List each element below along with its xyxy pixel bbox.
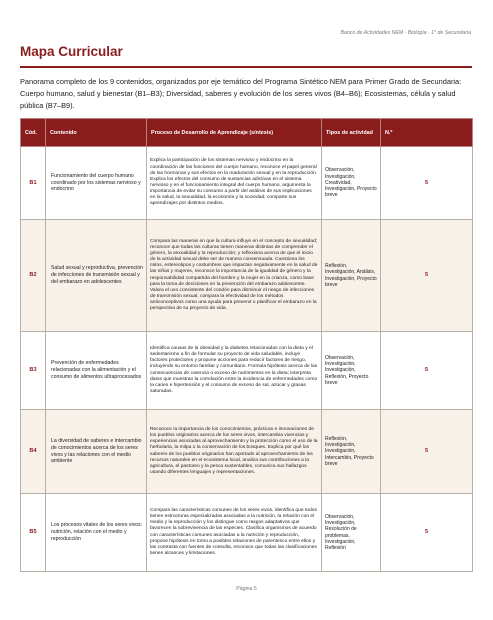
row-content: Funcionamiento del cuerpo humano coordinado por los sistemas nervioso y endocrino [46, 147, 147, 220]
table-row [21, 410, 473, 494]
title-divider [20, 66, 472, 68]
table-row [21, 220, 473, 332]
row-count: 5 [381, 410, 473, 494]
row-process: Identifica causas de la obesidad y la diabetes relacionadas con la dieta y el sedentarismo a fin de formular su proyecto de vida saludable, incluye factores protectores y propone acciones para reducir factores de riesgo, incluyendo su entorno familiar y comunitario. Formula hipótesis acerca de las consecuencias de carencia o exceso de nutrimentos en la dieta; interpreta datos que muestran la correlación entre la incidencia de enfermedades como la caries e hipertensión y el consumo de exceso de sal, azúcar y grasas saturadas. [147, 332, 322, 410]
row-count: 5 [381, 220, 473, 332]
header-content: Contenido [46, 119, 147, 147]
row-activity-types: Reflexión, Investigación, Investigación, Intercambio, Proyecto breve [322, 410, 381, 494]
header-types: Tipos de actividad [322, 119, 381, 147]
header-count: N.º [381, 119, 473, 147]
row-content: Prevención de enfermedades relacionadas con la alimentación y el consumo de alimentos ultraprocesados [46, 332, 147, 410]
row-content: Salud sexual y reproductiva, prevención de infecciones de transmisión sexual y del embarazo en adolescentes [46, 220, 147, 332]
row-count: 5 [381, 332, 473, 410]
row-process: Compara las características comunes de los seres vivos, identifica que todos tienen estructuras especializadas asociadas a la nutrición, la relación con el medio y la reproducción y los distingue como rasgos adaptativos que favorecen la sobrevivencia de las especies. Clasifica organismos de acuerdo con características comunes asociadas a la nutrición y reproducción, propone hipótesis en torno a posibles relaciones de parentesco entre ellos y las contrasta con fuentes de consulta, reconoce que todas las clasificaciones tienen alcances y limitaciones. [147, 494, 322, 572]
table-header-row [21, 119, 473, 147]
row-code: B3 [21, 332, 46, 410]
row-activity-types: Observación, Investigación, Creatividad, Investigación, Proyecto breve [322, 147, 381, 220]
row-content: Los procesos vitales de los seres vivos: nutrición, relación con el medio y reproducción [46, 494, 147, 572]
row-process: Compara las maneras en que la cultura influye en el concepto de sexualidad; reconoce que todas las culturas tienen maneras distintas de comprender el género, la sexualidad y la reproducción; y reflexiona acerca de que el inicio de la actividad sexual debe ser de manera consensuada. Cuestiona los mitos, estereotipos y costumbres que impactan negativamente en la salud de las niñas y mujeres, reconoce la importancia de la igualdad de género y la responsabilidad compartida del hombre y la mujer en la crianza, como base para la toma de decisiones en la prevención del embarazo adolescente. Valora el uso consistente del condón para disminuir el riesgo de infecciones de transmisión sexual, compara la efectividad de los métodos anticonceptivos como una ayuda para prevenir o planificar el embarazo en la perspectiva de su proyecto de vida. [147, 220, 322, 332]
curriculum-table [20, 118, 473, 572]
table-row [21, 332, 473, 410]
page-title: Mapa Curricular [20, 44, 123, 59]
intro-paragraph: Panorama completo de los 9 contenidos, organizados por eje temático del Programa Sintético NEM para Primer Grado de Secundaria: Cuerpo humano, salud y bienestar (B1–B3); Diversidad, saberes y evolución de los seres vivos (B4–B6); Ecosistemas, célula y salud pública (B7–B9). [20, 77, 462, 110]
row-activity-types: Observación, Investigación, Investigación, Reflexión, Proyecto breve [322, 332, 381, 410]
page-number: Página 5 [236, 586, 257, 592]
row-count: 5 [381, 147, 473, 220]
row-code: B1 [21, 147, 46, 220]
row-process: Explica la participación de los sistemas nervioso y endocrino en la coordinación de las funciones del cuerpo humano, reconoce el papel general de las hormonas y sus efectos en la maduración sexual y en la reproducción. Explica los efectos del consumo de sustancias adictivas en el sistema nervioso y en el funcionamiento integral del cuerpo humano, argumenta la importancia de evitar su consumo a partir del análisis de sus implicaciones en la salud, la sexualidad, la economía y la sociedad; comparte sus aprendizajes por distintos medios. [147, 147, 322, 220]
row-process: Reconoce la importancia de los conocimientos, prácticas e innovaciones de los pueblos originarios acerca de los seres vivos, intercambia vivencias y experiencias asociadas al aprovechamiento y la protección como el uso de la herbolaria, la milpa o la conservación de los bosques. Explica por qué los saberes de los pueblos originarios han aportado al aprovechamiento de los recursos naturales en el ecosistema local, analiza sus contribuciones a la agricultura, el pastoreo y la pesca sustentables, comunica sus hallazgos usando diferentes lenguajes y representaciones. [147, 410, 322, 494]
row-content: La diversidad de saberes e intercambio de conocimientos acerca de los seres vivos y las relaciones con el medio ambiente [46, 410, 147, 494]
table-row [21, 494, 473, 572]
row-code: B4 [21, 410, 46, 494]
header-process: Proceso de Desarrollo de Aprendizaje (síntesis) [147, 119, 322, 147]
row-activity-types: Reflexión, Investigación, Análisis, Investigación, Proyecto breve [322, 220, 381, 332]
row-code: B2 [21, 220, 46, 332]
running-header: Banco de Actividades NEM · Biología · 1° de Secundaria [340, 30, 471, 36]
row-activity-types: Observación, Investigación, Resolución de problemas, Investigación, Reflexión [322, 494, 381, 572]
row-code: B5 [21, 494, 46, 572]
table-row [21, 147, 473, 220]
header-code: Cód. [21, 119, 46, 147]
row-count: 5 [381, 494, 473, 572]
